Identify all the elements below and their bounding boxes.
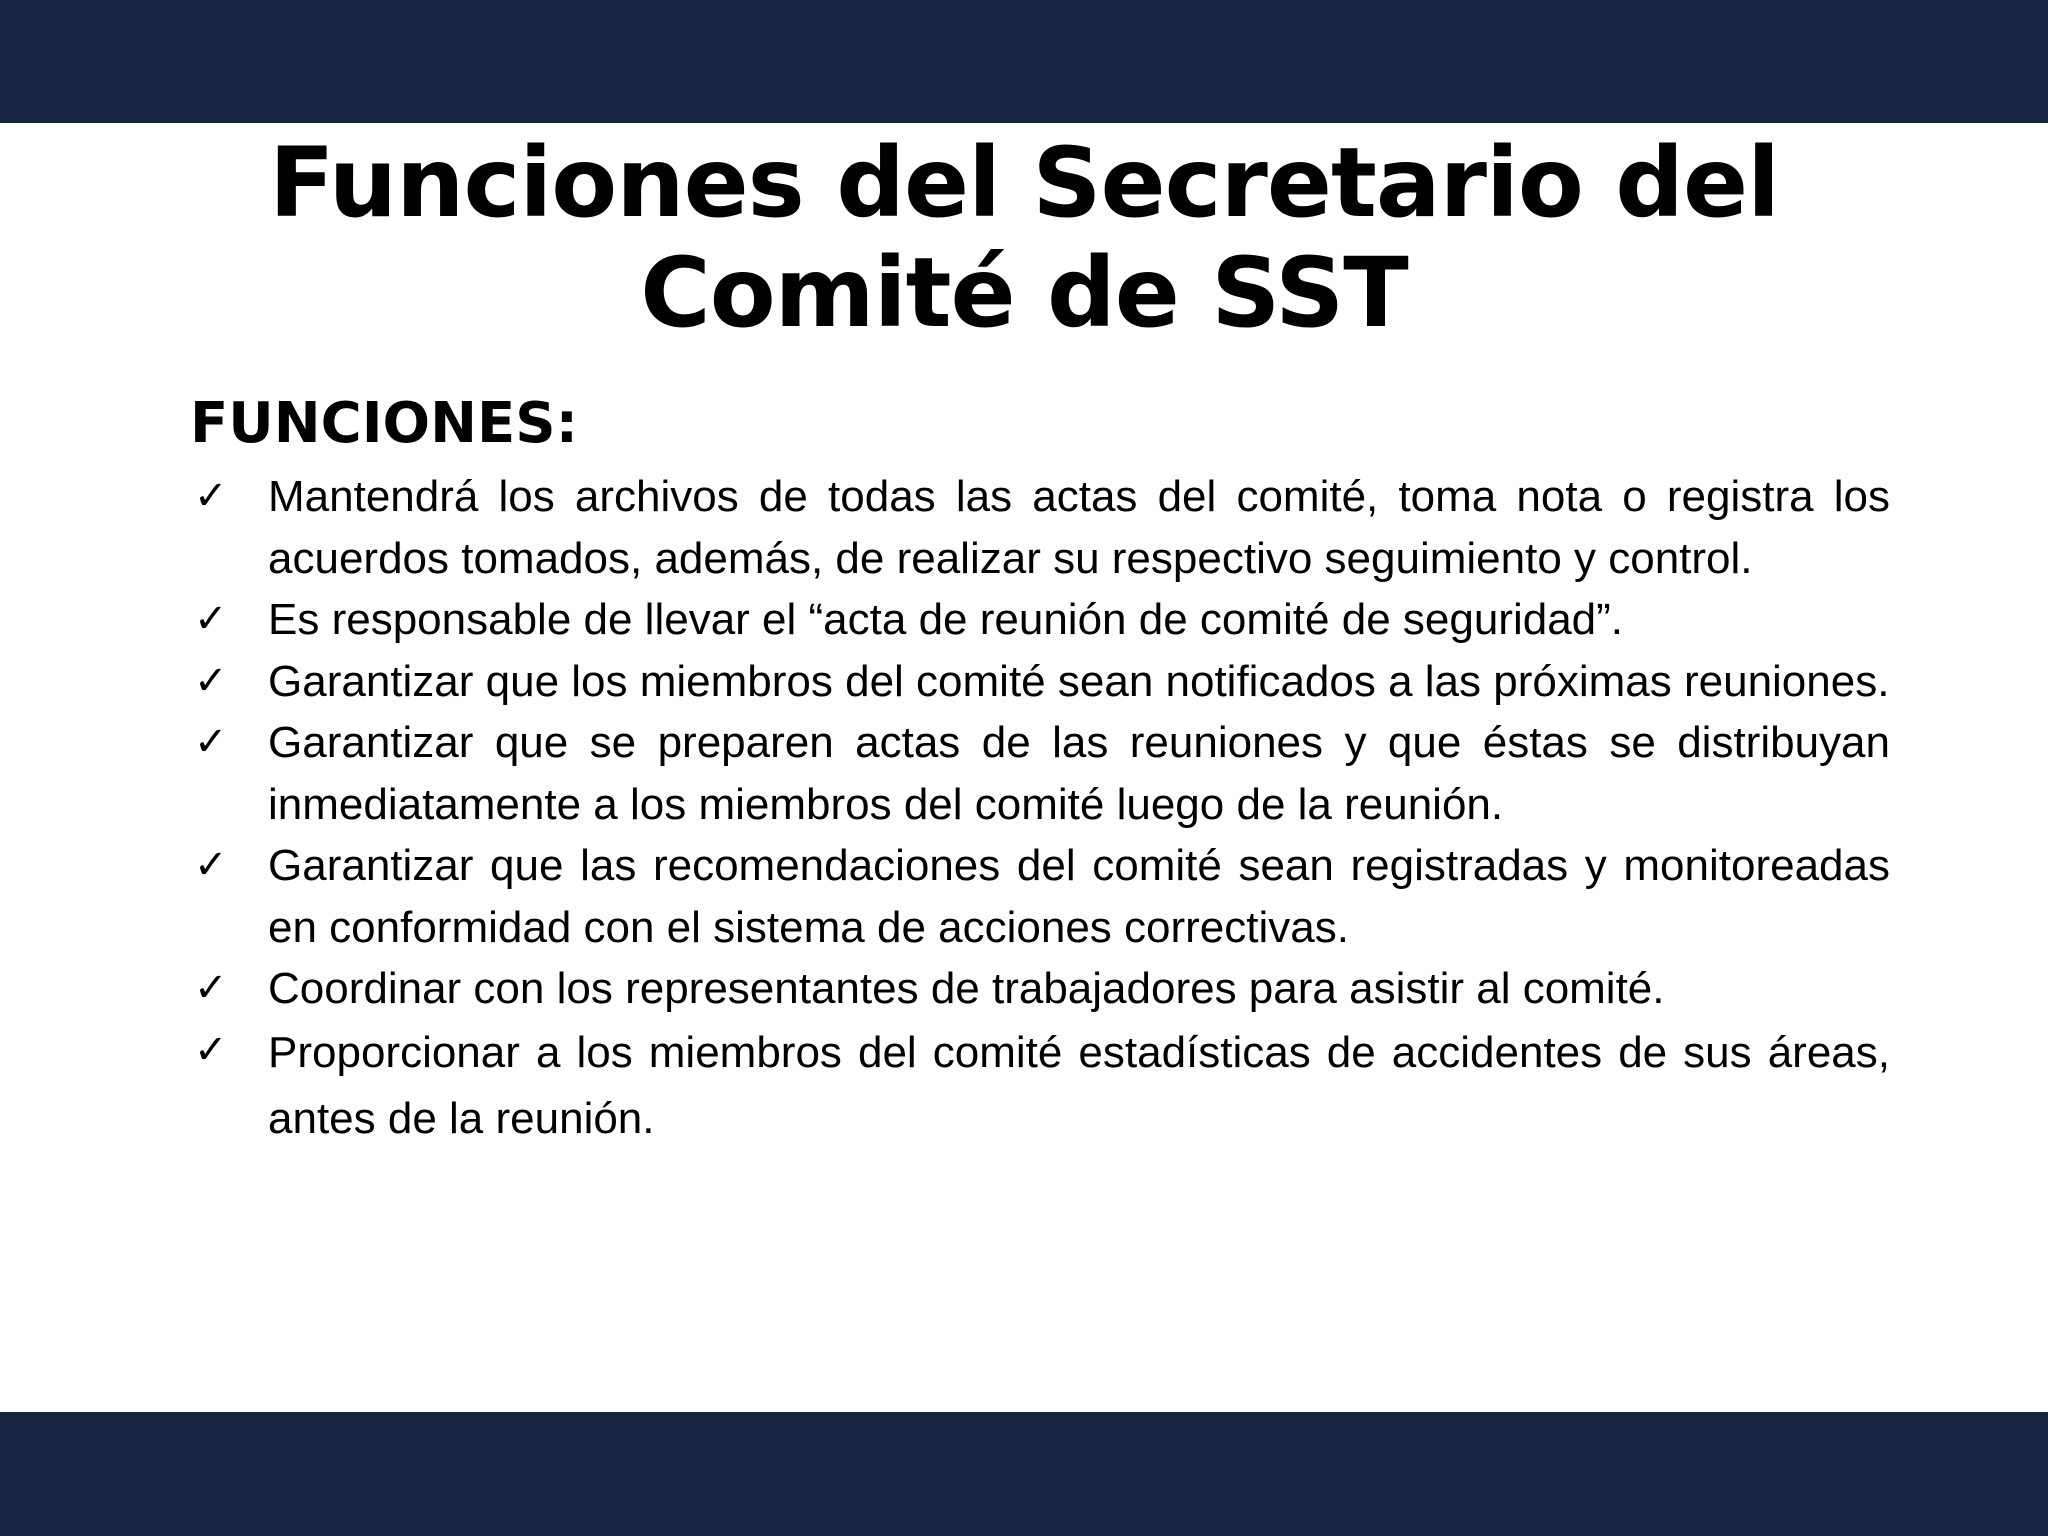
list-item	[190, 466, 1890, 589]
list-item	[190, 712, 1890, 835]
list-item-text: Garantizar que los miembros del comité sean notificados a las próximas reuniones.	[268, 656, 1890, 706]
section-heading: FUNCIONES:	[190, 391, 578, 456]
slide-title: Funciones del Secretario del Comité de SST	[268, 127, 1780, 349]
checkmark-icon: ✓	[194, 719, 228, 765]
checkmark-icon: ✓	[194, 473, 228, 519]
checkmark-icon: ✓	[194, 657, 228, 704]
slide-content	[190, 386, 1890, 1152]
list-item	[190, 589, 1890, 651]
list-item	[190, 1020, 1890, 1152]
functions-list	[190, 466, 1890, 1152]
bottom-banner	[0, 1412, 2048, 1536]
list-item-text: Mantendrá los archivos de todas las actas del comité, toma nota o registra los acuerdos tomados, además, de realizar su respectivo seguimiento y control.	[268, 472, 1890, 583]
top-banner	[0, 0, 2048, 123]
list-item-text: Es responsable de llevar el “acta de reunión de comité de seguridad”.	[268, 595, 1624, 644]
checkmark-icon: ✓	[194, 596, 228, 642]
list-item	[190, 651, 1890, 713]
list-item-text: Proporcionar a los miembros del comité estadísticas de accidentes de sus áreas, antes de la reunión.	[268, 1027, 1890, 1143]
list-item	[190, 958, 1890, 1020]
checkmark-icon: ✓	[194, 965, 228, 1011]
list-item-text: Coordinar con los representantes de trabajadores para asistir al comité.	[268, 964, 1665, 1013]
checkmark-icon: ✓	[194, 842, 228, 888]
list-item-text: Garantizar que las recomendaciones del comité sean registradas y monitoreadas en conformidad con el sistema de acciones correctivas.	[268, 841, 1890, 952]
checkmark-icon: ✓	[194, 1026, 228, 1073]
list-item-text: Garantizar que se preparen actas de las reuniones y que éstas se distribuyan inmediatamente a los miembros del comité luego de la reunión.	[268, 718, 1890, 829]
list-item	[190, 835, 1890, 958]
